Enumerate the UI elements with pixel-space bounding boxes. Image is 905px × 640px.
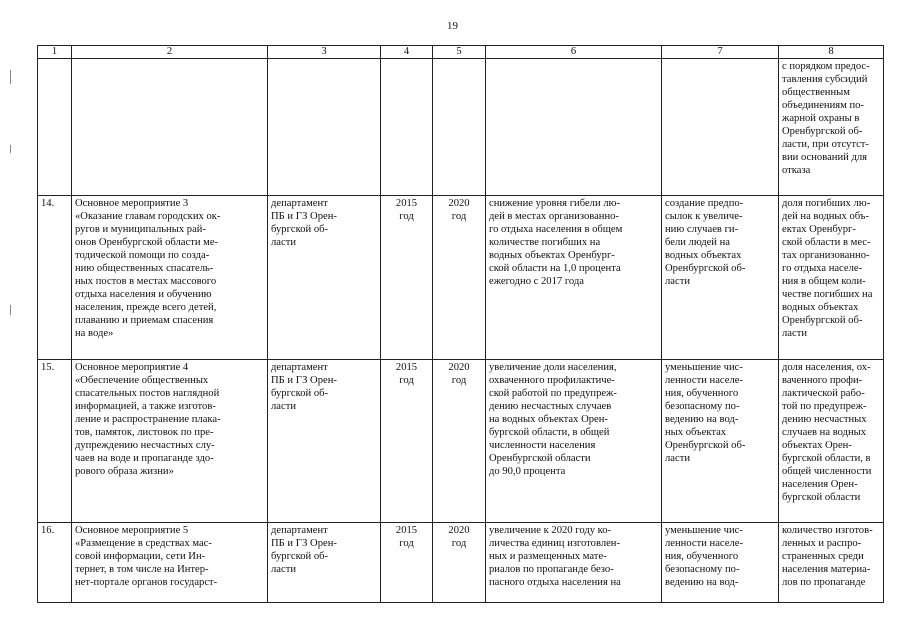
- measure-name: Основное мероприятие 5 «Размещение в средствах мас- совой информации, сети Ин- тернет, в том числе на Интер- нет-портале органов государст-: [72, 523, 268, 603]
- measure-name: Основное мероприятие 3 «Оказание главам городских ок- ругов и муниципальных рай- онов Оренбургской области ме- тодической помощи по созда- нию общественных спасатель- ных постов в местах массового отдыха населения и обучению населения, прежде всего детей, плаванию и приемам спасения на воде»: [72, 196, 268, 360]
- non-implementation-consequence: уменьшение чис- ленности населе- ния, обученного безопасному по- ведению на вод-: [662, 523, 779, 603]
- start-year: 2015 год: [381, 196, 433, 360]
- non-implementation-consequence: создание предпо- сылок к увеличе- нию случаев ги- бели людей на водных объектах Оренбургской об- ласти: [662, 196, 779, 360]
- indicator-link: доля погибших лю- дей на водных объ- ектах Оренбург- ской области в мес- тах организованно- го отдыха населе- ния в общем коли- честве погибших на водных объектах Оренбургской об- ласти: [779, 196, 884, 360]
- table-row: [38, 523, 884, 603]
- row-number: 15.: [38, 360, 72, 523]
- non-implementation-consequence: уменьшение чис- ленности населе- ния, обученного безопасному по- ведению на вод- ных объектах Оренбургской об- ласти: [662, 360, 779, 523]
- end-year: 2020 год: [433, 360, 486, 523]
- end-year: 2020 год: [433, 196, 486, 360]
- column-number: 8: [779, 46, 884, 59]
- expected-result: снижение уровня гибели лю- дей в местах организованно- го отдыха населения в общем количестве погибших на водных объектах Оренбург- ской области на 1,0 процента ежегодно с 2017 года: [486, 196, 662, 360]
- row-number: 14.: [38, 196, 72, 360]
- scan-mark: [10, 145, 11, 153]
- start-year: [381, 59, 433, 196]
- program-table: [37, 45, 884, 603]
- column-number: 4: [381, 46, 433, 59]
- executor: департамент ПБ и ГЗ Орен- бургской об- ласти: [268, 360, 381, 523]
- start-year: 2015 год: [381, 523, 433, 603]
- expected-result: [486, 59, 662, 196]
- table-row: [38, 196, 884, 360]
- column-number: 7: [662, 46, 779, 59]
- expected-result: увеличение к 2020 году ко- личества единиц изготовлен- ных и размещенных мате- риалов по пропаганде безо- пасного отдыха населения на: [486, 523, 662, 603]
- executor: департамент ПБ и ГЗ Орен- бургской об- ласти: [268, 196, 381, 360]
- column-number: 5: [433, 46, 486, 59]
- row-number: [38, 59, 72, 196]
- column-number: 3: [268, 46, 381, 59]
- indicator-link: с порядком предос- тавления субсидий общественным объединениям по- жарной охраны в Оренбургской об- ласти, при отсутст- вии оснований для отказа: [779, 59, 884, 196]
- scan-mark: [10, 70, 11, 84]
- indicator-link: количество изготов- ленных и распро- страненных среди населения материа- лов по пропаганде: [779, 523, 884, 603]
- end-year: 2020 год: [433, 523, 486, 603]
- executor: [268, 59, 381, 196]
- column-number: 6: [486, 46, 662, 59]
- column-number-row: [38, 46, 884, 59]
- row-number: 16.: [38, 523, 72, 603]
- column-number: 1: [38, 46, 72, 59]
- indicator-link: доля населения, ох- ваченного профи- лактической рабо- той по предупреж- дению несчастных случаев на водных объектах Орен- бургской области, в общей численности населения Орен- бургской области: [779, 360, 884, 523]
- start-year: 2015 год: [381, 360, 433, 523]
- executor: департамент ПБ и ГЗ Орен- бургской об- ласти: [268, 523, 381, 603]
- measure-name: Основное мероприятие 4 «Обеспечение общественных спасательных постов наглядной информацией, а также изготов- ление и распространение плака- тов, памяток, листовок по пре- дупреждению несчастных слу- чаев на воде и пропаганде здо- рового образа жизни»: [72, 360, 268, 523]
- end-year: [433, 59, 486, 196]
- expected-result: увеличение доли населения, охваченного профилактиче- ской работой по предупреж- дению несчастных случаев на водных объектах Орен- бургской области, в общей численности населения Оренбургской области до 90,0 процента: [486, 360, 662, 523]
- non-implementation-consequence: [662, 59, 779, 196]
- table-row: [38, 59, 884, 196]
- table-row: [38, 360, 884, 523]
- page-number: 19: [447, 20, 458, 32]
- column-number: 2: [72, 46, 268, 59]
- scan-mark: [10, 305, 11, 315]
- measure-name: [72, 59, 268, 196]
